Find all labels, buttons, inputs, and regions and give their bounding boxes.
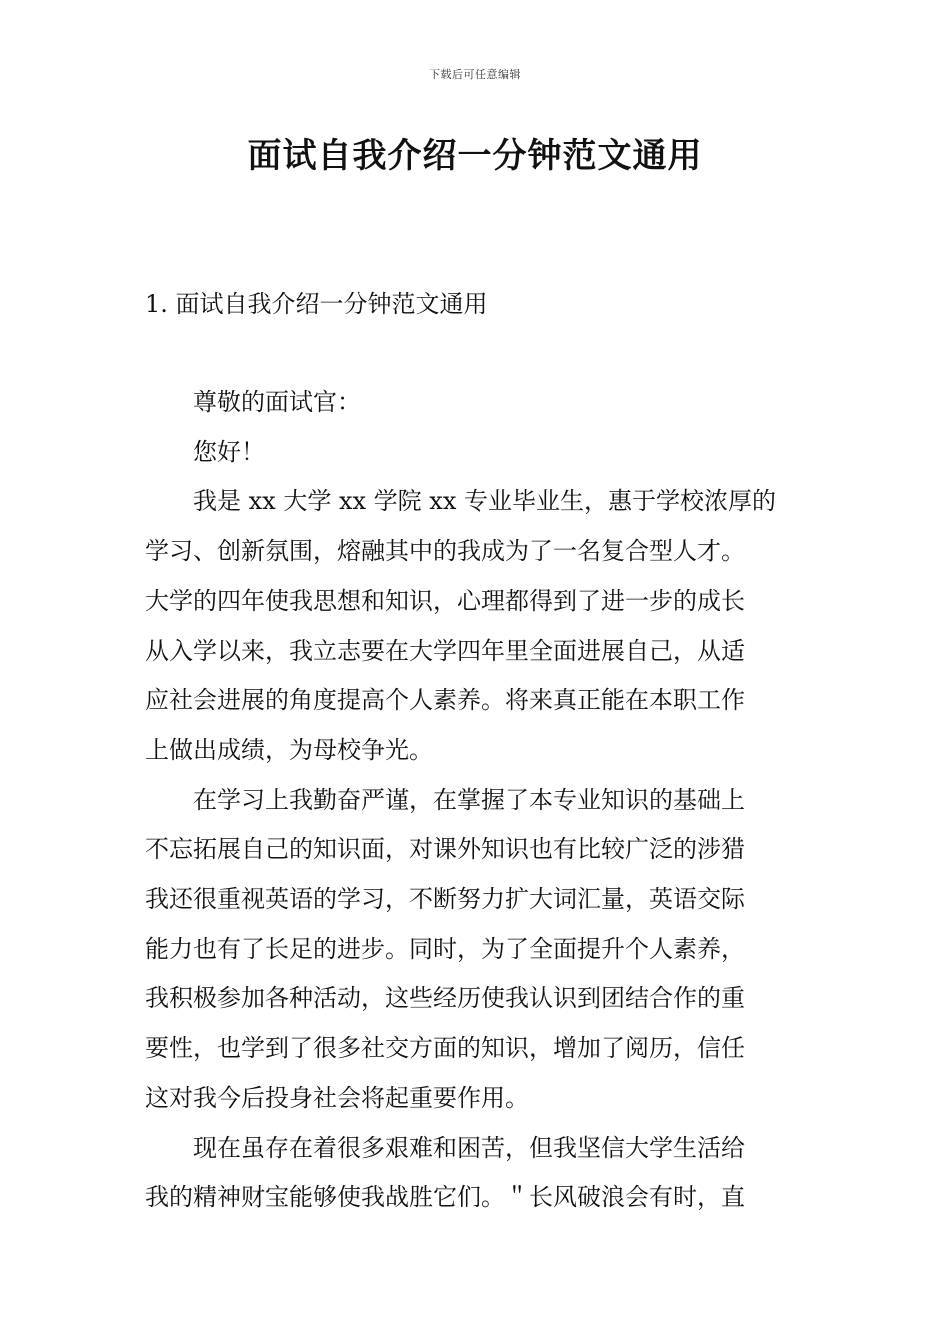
- greeting-text: 您好！: [193, 437, 265, 466]
- document-title: 面试自我介绍一分钟范文通用: [247, 136, 703, 176]
- paragraph-line: 不忘拓展自己的知识面，对课外知识也有比较广泛的涉猎: [145, 835, 745, 864]
- header-note: 下载后可任意编辑: [429, 68, 521, 81]
- paragraph-line: 应社会进展的角度提高个人素养。将来真正能在本职工作: [145, 686, 745, 715]
- paragraph-line: 我积极参加各种活动，这些经历使我认识到团结合作的重: [145, 984, 745, 1013]
- paragraph-line: 这对我今后投身社会将起重要作用。: [145, 1083, 529, 1112]
- paragraph-line: 我的精神财宝能够使我战胜它们。＂长风破浪会有时，直: [145, 1183, 745, 1212]
- document-body: [145, 378, 805, 1223]
- section-heading: 1. 面试自我介绍一分钟范文通用: [145, 290, 488, 318]
- paragraph-line: 现在虽存在着很多艰难和困苦，但我坚信大学生活给: [193, 1133, 745, 1162]
- paragraph-line: 我是 xx 大学 xx 学院 xx 专业毕业生，惠于学校浓厚的: [193, 487, 776, 516]
- paragraph-line: 能力也有了长足的进步。同时，为了全面提升个人素养，: [145, 934, 745, 963]
- paragraph-line: 要性，也学到了很多社交方面的知识，增加了阅历，信任: [145, 1034, 745, 1063]
- greeting: [145, 428, 805, 478]
- paragraph-line: 上做出成绩，为母校争光。: [145, 735, 433, 764]
- salutation-text: 尊敬的面试官：: [193, 388, 361, 416]
- paragraph-line: 在学习上我勤奋严谨，在掌握了本专业知识的基础上: [193, 785, 745, 814]
- salutation: [145, 378, 805, 428]
- paragraph-line: 我还很重视英语的学习，不断努力扩大词汇量，英语交际: [145, 885, 745, 914]
- paragraph-2: [145, 776, 805, 1124]
- paragraph-line: 大学的四年使我思想和知识，心理都得到了进一步的成长: [145, 586, 745, 615]
- paragraph-line: 从入学以来，我立志要在大学四年里全面进展自己，从适: [145, 636, 745, 665]
- paragraph-1: [145, 477, 805, 775]
- paragraph-3: [145, 1124, 805, 1223]
- paragraph-line: 学习、创新氛围，熔融其中的我成为了一名复合型人才。: [145, 537, 745, 566]
